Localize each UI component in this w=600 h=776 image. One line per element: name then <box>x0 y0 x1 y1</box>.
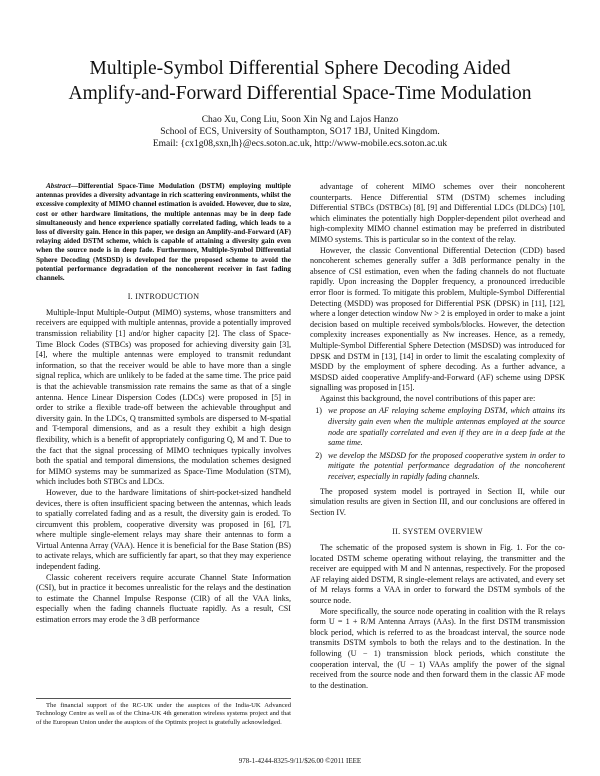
right-paragraph-4: The proposed system model is portrayed in Section II, while our simulation results are given in Section III, and our conclusions are offered in Section IV. <box>310 486 565 517</box>
right-column <box>310 182 565 691</box>
abstract-body: —Differential Space-Time Modulation (DSTM) employing multiple antennas provides a diversity advantage in rich scattering environments, whilst the excessive complexity of MIMO channel estimation is avoided. However, due to size, cost or other hardware limitations, the multiple antennas may be in deep fade simultaneously and hence experience spatially correlated fading, which leads to a loss of diversity gain. Hence in this paper, we design an Amplify-and-Forward (AF) relaying aided DSTM scheme, which is capable of attaining a diversity gain even when the source node is in deep fade. Furthermore, Multiple-Symbol Differential Sphere Decoding (MSDSD) is developed for the proposed scheme to avoid the potential performance degradation of the noncoherent receiver in fast fading channels. <box>36 182 291 283</box>
section-heading-system-overview: II. SYSTEM OVERVIEW <box>392 527 483 537</box>
intro-paragraph-1: Multiple-Input Multiple-Output (MIMO) systems, whose transmitters and receivers are equipped with multiple antennas, provide a potentially improved transmission reliability [1] and/or higher capacity [2]. The class of Space-Time Block Codes (STBCs) was proposed for achieving diversity gain [3], [4], where the multiple antennas were employed to transmit redundant information, so that the receiver would be able to have more than a single signal replica, which are unlikely to be faded at the same time. The price paid is that the achievable transmission rate remains the same as that of a single antenna. Hence Linear Dispersion Codes (LDCs) were proposed in [5] in order to strike a flexible trade-off between the achievable throughput and diversity gain. In the LDCs, Q transmitted symbols are dispersed to M-spatial and T-temporal dimensions, and as a result they exhibit a high design flexibility, which is a benefit of appropriately configuring Q, M and T. Due to the fact that the signal processing of MIMO techniques typically involves both the spatial and temporal dimensions, the modulation schemes designed for MIMO systems may be summarized as Space-Time Modulation (STM), which includes both STBCs and LDCs. <box>36 307 291 487</box>
paper-title-line-2: Amplify-and-Forward Differential Space-Time Modulation <box>68 83 532 104</box>
right-paragraph-2: However, the classic Conventional Differential Detection (CDD) based noncoherent schemes generally suffer a 3dB performance penalty in the absence of CSI estimation, even when the fading channels do not fluctuate rapidly. Upon increasing the Doppler frequency, a pronounced irreducible error floor is formed. To mitigate this problem, Multiple-Symbol Differential Detecting (MSDD) was proposed for Differential PSK (DPSK) in [11], [12], where a longer detection window Nw > 2 is employed in order to make a joint decision based on multiple received symbols/blocks. However, the detection complexity increases exponentially as Nw increases. Hence, as a remedy, Multiple-Symbol Differential Sphere Detection (MSDSD) was introduced for DPSK and DSTM in [13], [14] in order to limit the escalating complexity of MSDD by the employment of sphere decoding. As a further advance, a MSDSD aided cooperative Amplify-and-Forward (AF) scheme using DPSK signalling was proposed in [15]. <box>310 245 565 393</box>
abstract-lead: Abstract <box>46 182 71 190</box>
paper-title-line-1: Multiple-Symbol Differential Sphere Decoding Aided <box>89 58 511 79</box>
contributions-list <box>310 406 565 482</box>
section-heading-introduction: I. INTRODUCTION <box>127 292 200 302</box>
contribution-number: 2) <box>315 450 322 460</box>
right-paragraph-1: advantage of coherent MIMO schemes over their noncoherent counterparts. Hence Differential STM (DSTM) schemes including Differential STBCs (DSTBCs) [8], [9] and Differential LDCs (DLDCs) [10], which eliminates the potentially high Doppler-dependent pilot overhead and high-complexity MIMO channel estimation may be preferred in distributed MIMO systems. This is particular so in the context of the relay. <box>310 182 565 244</box>
footnote-text: The financial support of the RC-UK under the auspices of the India-UK Advanced Technology Centre as well as of the China-UK 4th generation wireless systems project and that of the European Union under the auspices of the Optimix project is gratefully acknowledged. <box>36 702 291 726</box>
contribution-text: we develop the MSDSD for the proposed cooperative system in order to mitigate the potential performance degradation of the noncoherent receiver, especially in rapidly fading channels. <box>328 450 565 482</box>
funding-footnote <box>36 698 291 727</box>
contribution-text: we propose an AF relaying scheme employing DSTM, which attains its diversity gain even when the multiple antennas employed at the source node are spatially correlated and even if they are in a deep fade at the same time. <box>328 406 565 448</box>
paper-authors: Chao Xu, Cong Liu, Soon Xin Ng and Lajos Hanzo <box>201 115 399 125</box>
system-paragraph-1: The schematic of the proposed system is shown in Fig. 1. For the co-located DSTM scheme operating without relaying, the transmitter and the receiver are equipped with M and N antennas, respectively. For the proposed AF relaying aided DSTM, R single-element relays are activated, and every set of M relays forms a VAA in order to forward the DSTM symbols of the source node. <box>310 543 565 605</box>
abstract <box>36 182 291 283</box>
intro-paragraph-3: Classic coherent receivers require accurate Channel State Information (CSI), but in practice it becomes unrealistic for the relays and the destination to estimate the Channel Impulse Response (CIR) of all the VAA links, especially when the fading channels fluctuate rapidly. As a result, CSI estimation errors may erode the 3 dB performance <box>36 572 291 625</box>
left-column <box>36 182 291 626</box>
contribution-number: 1) <box>315 406 322 416</box>
right-paragraph-3: Against this background, the novel contributions of this paper are: <box>320 393 536 403</box>
contribution-item <box>310 451 565 483</box>
system-paragraph-2: More specifically, the source node operating in coalition with the R relays form U = 1 + R/M Antenna Arrays (AAs). In the first DSTM transmission block period, which is referred to as the broadcast interval, the source node transmits DSTM symbols to both the relays and to the destination. In the following (U − 1) transmission block periods, which constitute the cooperation interval, the (U − 1) VAAs amplify the power of the signal received from the source node and then forward them in the classic AF mode to the destination. <box>310 606 565 690</box>
copyright-notice: 978-1-4244-8325-9/11/$26.00 ©2011 IEEE <box>238 757 362 765</box>
contribution-item <box>310 406 565 448</box>
paper-email: Email: {cx1g08,sxn,lh}@ecs.soton.ac.uk, http://www-mobile.ecs.soton.ac.uk <box>152 139 448 149</box>
intro-paragraph-2: However, due to the hardware limitations of shirt-pocket-sized handheld devices, there is often insufficient spacing between the antennas, which leads to spatially correlated fading and as a result, the diversity gain is eroded. To circumvent this problem, cooperative diversity was proposed in [6], [7], where multiple single-element relays may share their antennas to form a Virtual Antenna Array (VAA). Hence it is beneficial for the Base Station (BS) to activate relays, which are sufficiently far apart, so that they may experience independent fading. <box>36 487 291 572</box>
paper-affiliation: School of ECS, University of Southampton, SO17 1BJ, United Kingdom. <box>160 127 440 137</box>
